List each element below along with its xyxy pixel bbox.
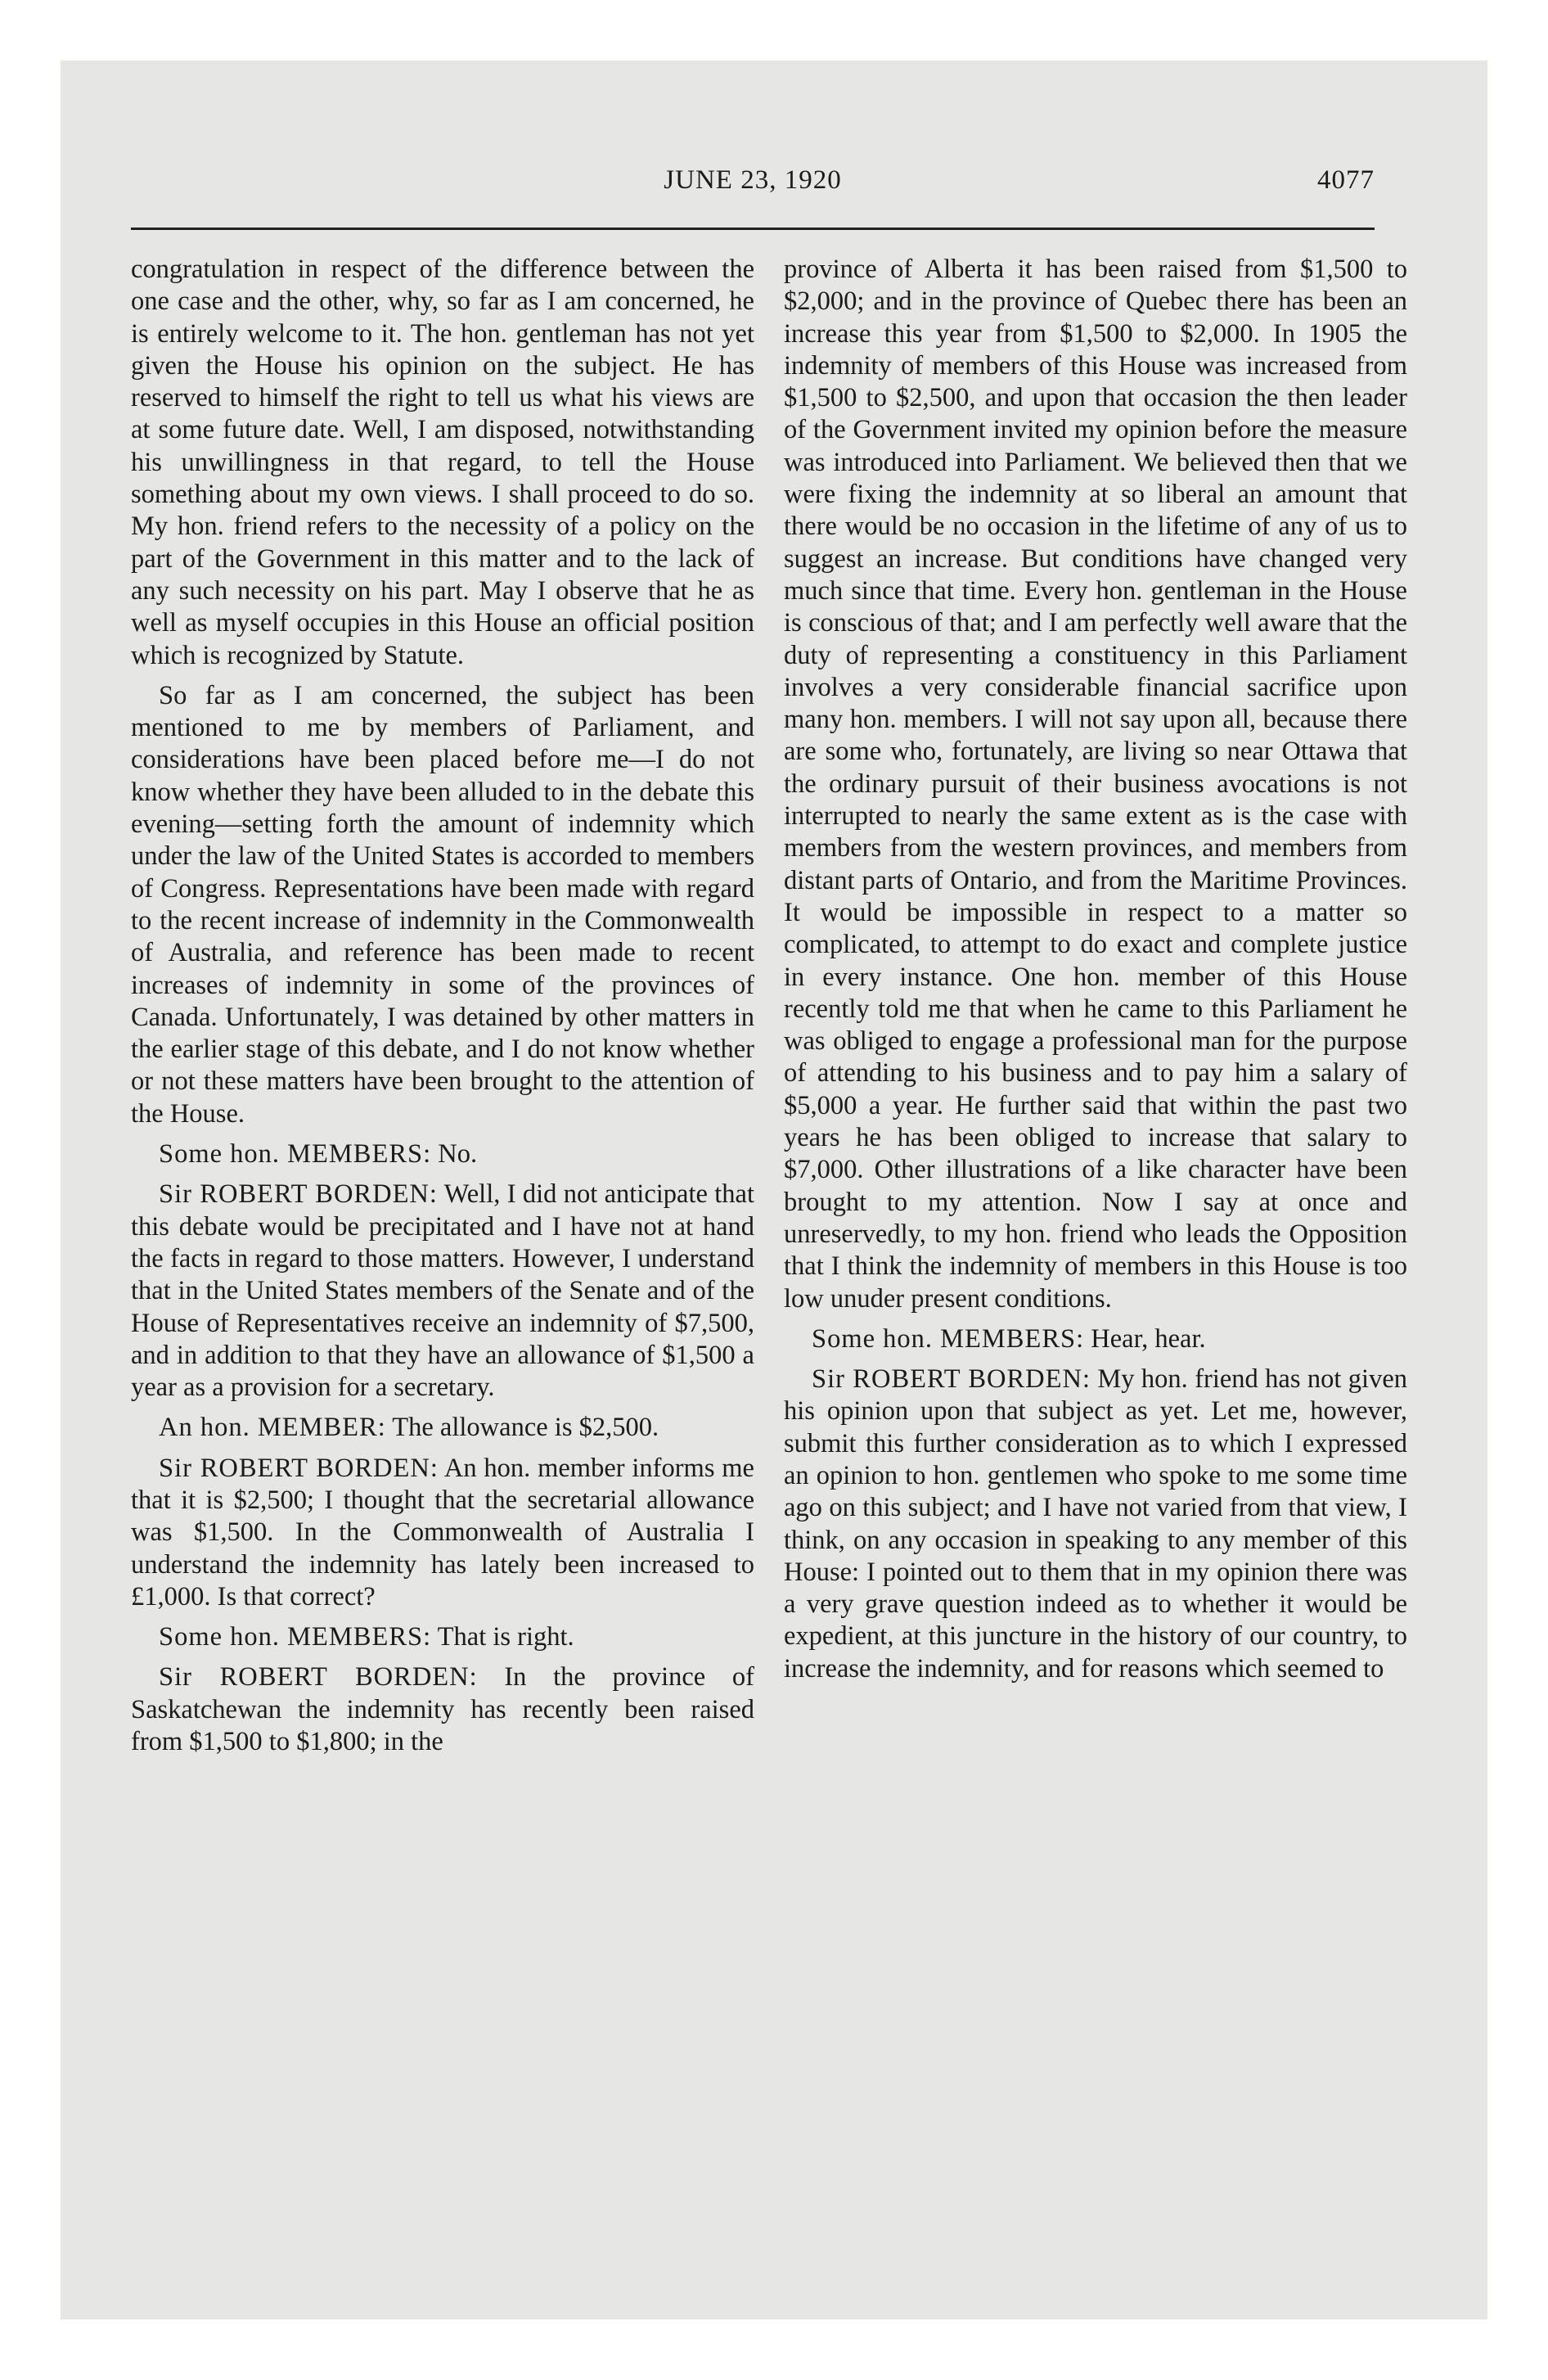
- paragraph-text: province of Alberta it has been raised from $1,500 to $2,000; and in the province of Quebec there has been an increase this year from $1,500 to $2,000. In 1905 the indemnity of members of this House was increased from $1,500 to $2,500, and upon that occasion the then leader of the Government invited my opinion before the measure was introduced into Parliament. We believed then that we were fixing the indemnity at so liberal an amount that there would be no occasion in the lifetime of any of us to suggest an increase. But conditions have changed very much since that time. Every hon. gentleman in the House is conscious of that; and I am perfectly well aware that the duty of representing a constituency in this Parliament involves a very considerable financial sacrifice upon many hon. members. I will not say upon all, because there are some who, fortunately, are living so near Ottawa that the ordinary pursuit of their business avocations is not interrupted to nearly the same extent as is the case with members from the western provinces, and members from distant parts of Ontario, and from the Maritime Provinces. It would be impossible in respect to a matter so complicated, to attempt to do exact and complete justice in every instance. One hon. member of this House recently told me that when he came to this Parliament he was obliged to engage a professional man for the purpose of attending to his business and to pay him a salary of $5,000 a year. He further said that within the past two years he has been obliged to increase that salary to $7,000. Other illustrations of a like character have been brought to my attention. Now I say at once and unreservedly, to my hon. friend who leads the Opposition that I think the indemnity of members in this House is too low unuder present conditions.: [784, 255, 1407, 1314]
- speaker: Some hon. MEMBERS:: [159, 1622, 432, 1652]
- paragraph-text: That is right.: [437, 1622, 574, 1652]
- paragraph: [131, 1412, 754, 1444]
- paragraph-text: The allowance is $2,500.: [392, 1413, 659, 1443]
- paragraph: [784, 1364, 1407, 1685]
- paragraph: [784, 254, 1407, 1315]
- running-header: [131, 160, 1375, 210]
- paragraph-text: Well, I did not anticipate that this debate would be precipitated and I have not at hand the facts in regard to those matters. However, I understand that in the United States members of the Senate and of the House of Representatives receive an indemnity of $7,500, and in addition to that they have an allowance of $1,500 a year as a provision for a secretary.: [131, 1179, 754, 1403]
- right-column: [784, 254, 1407, 1693]
- paragraph-text: My hon. friend has not given his opinion upon that subject as yet. Let me, however, submit this further consideration as to which I expressed an opinion to hon. gentlemen who spoke to me some time ago on this subject; and I have not varied from that view, I think, on any occasion in speaking to any member of this House: I pointed out to them that in my opinion there was a very grave question indeed as to whether it would be expedient, at this juncture in the history of our country, to increase the indemnity, and for reasons which seemed to: [784, 1364, 1407, 1684]
- paragraph-text: So far as I am concerned, the subject has been mentioned to me by members of Parliament, and considerations have been placed before me—I do not know whether they have been alluded to in the debate this evening—setting forth the amount of indemnity which under the law of the United States is accorded to members of Congress. Representations have been made with regard to the recent increase of indemnity in the Commonwealth of Australia, and reference has been made to recent increases of indemnity in some of the provinces of Canada. Unfortunately, I was detained by other matters in the earlier stage of this debate, and I do not know whether or not these matters have been brought to the attention of the House.: [131, 680, 754, 1129]
- paragraph: [131, 1453, 754, 1613]
- header-rule: [131, 228, 1375, 230]
- speaker: Sir ROBERT BORDEN:: [812, 1364, 1091, 1395]
- paragraph-text: In the province of Saskatchewan the indemnity has recently been raised from $1,500 to $1,800; in the: [131, 1662, 754, 1757]
- page-date: JUNE 23, 1920: [664, 165, 842, 195]
- paragraph-text: congratulation in respect of the difference between the one case and the other, why, so far as I am concerned, he is entirely welcome to it. The hon. gentleman has not yet given the House his opinion on the subject. He has reserved to himself the right to tell us what his views are at some future date. Well, I am disposed, notwithstanding his unwillingness in that regard, to tell the House something about my own views. I shall proceed to do so. My hon. friend refers to the necessity of a policy on the part of the Government in this matter and to the lack of any such necessity on his part. May I observe that he as well as myself occupies in this House an official position which is recognized by Statute.: [131, 255, 754, 670]
- paragraph: [131, 680, 754, 1130]
- speaker: Some hon. MEMBERS:: [159, 1139, 432, 1170]
- paragraph: [131, 1661, 754, 1758]
- paragraph: [131, 254, 754, 672]
- left-column: [131, 254, 754, 1766]
- paragraph: [131, 1179, 754, 1404]
- page-number: 4077: [1317, 165, 1375, 195]
- paragraph-text: No.: [438, 1139, 478, 1170]
- speaker: An hon. MEMBER:: [159, 1413, 386, 1443]
- speaker: Sir ROBERT BORDEN:: [159, 1179, 438, 1210]
- speaker: Some hon. MEMBERS:: [812, 1323, 1085, 1354]
- paragraph-text: Hear, hear.: [1091, 1323, 1206, 1354]
- speaker: Sir ROBERT BORDEN:: [159, 1662, 478, 1693]
- speaker: Sir ROBERT BORDEN:: [159, 1453, 439, 1483]
- paragraph: [784, 1323, 1407, 1355]
- paragraph: [131, 1138, 754, 1170]
- paragraph: [131, 1621, 754, 1653]
- paragraph-text: An hon. member informs me that it is $2,500; I thought that the secretarial allowance was $1,500. In the Commonwealth of Australia I understand the indemnity has lately been increased to £1,000. Is that correct?: [131, 1453, 754, 1611]
